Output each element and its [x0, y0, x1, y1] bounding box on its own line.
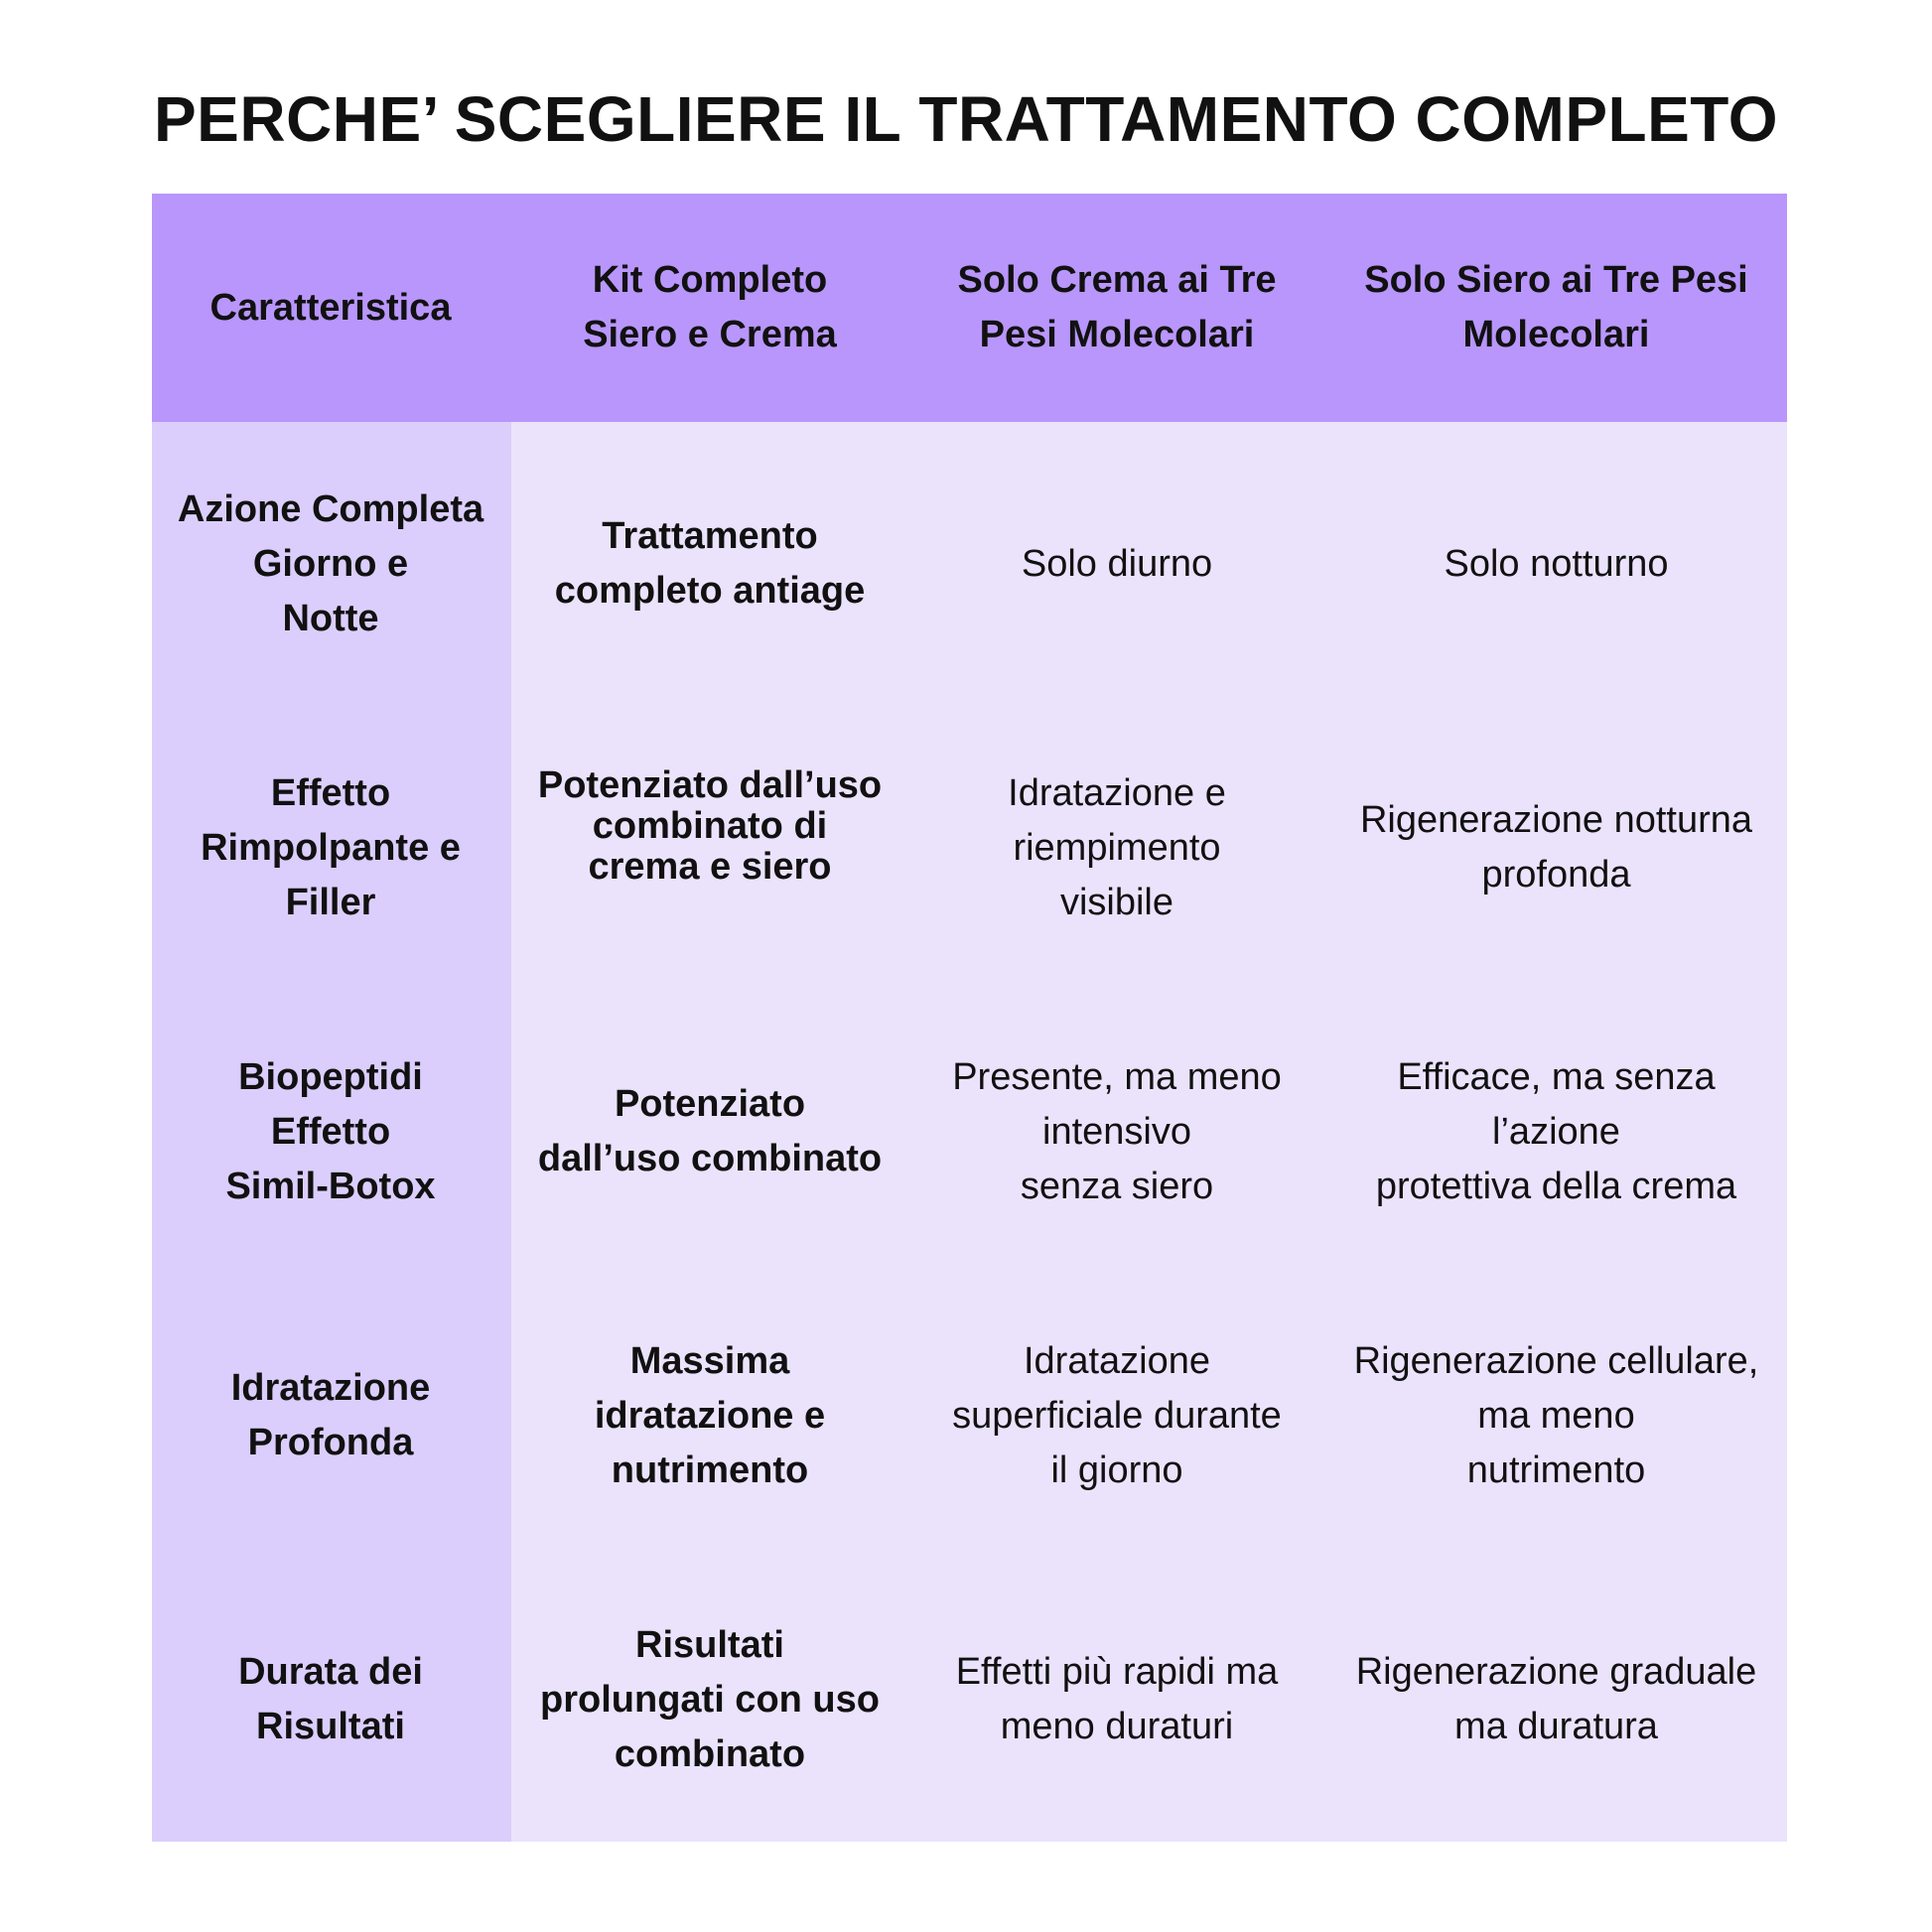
cell-line: intensivo [1042, 1110, 1191, 1153]
cell-line: Biopeptidi [238, 1055, 423, 1098]
row-3-siero [1325, 990, 1787, 1274]
cell-line: idratazione e [594, 1394, 826, 1437]
cell-line: Idratazione [230, 1367, 431, 1409]
cell-line: Giorno e [252, 542, 409, 585]
row-1-feature [162, 422, 499, 706]
cell-line: nutrimento [1466, 1449, 1646, 1491]
row-2-feature [162, 706, 499, 990]
header-kit-completo [511, 194, 908, 422]
cell-line: Efficace, ma senza [1397, 1055, 1716, 1098]
cell-line: Effetto [270, 771, 391, 814]
header-line: Solo Siero ai Tre Pesi [1364, 259, 1748, 301]
cell-line: Profonda [247, 1422, 414, 1463]
row-2-crema [908, 706, 1325, 990]
cell-line: Risultati [635, 1623, 784, 1666]
comparison-table [152, 194, 1787, 1842]
header-line: Molecolari [1462, 314, 1650, 355]
cell-line: crema e siero [588, 846, 832, 888]
cell-line: Risultati [256, 1706, 405, 1747]
cell-line: Massima [629, 1339, 790, 1382]
cell-line: visibile [1059, 881, 1174, 923]
header-solo-siero [1325, 194, 1787, 422]
cell-line: Filler [285, 881, 376, 923]
cell-line: completo antiage [554, 570, 866, 612]
row-4-siero [1325, 1274, 1787, 1558]
page-title: PERCHE’ SCEGLIERE IL TRATTAMENTO COMPLETO [153, 83, 1779, 155]
cell-line: ma meno [1477, 1394, 1635, 1437]
cell-line: nutrimento [611, 1449, 809, 1491]
cell-line: senza siero [1020, 1165, 1214, 1207]
header-line: Solo Crema ai Tre [957, 259, 1277, 301]
row-5-kit [511, 1558, 908, 1842]
cell-line: prolungati con uso [540, 1678, 880, 1721]
row-1-crema [908, 422, 1325, 706]
header-solo-crema [908, 194, 1325, 422]
cell-line: l’azione [1492, 1110, 1620, 1153]
row-2-siero [1325, 706, 1787, 990]
cell-line: Simil-Botox [225, 1165, 436, 1207]
cell-line: combinato [614, 1732, 806, 1775]
cell-line: Effetto [270, 1110, 391, 1153]
row-1-kit [511, 422, 908, 706]
header-line: Caratteristica [209, 286, 452, 329]
cell-line: Effetti più rapidi ma [955, 1651, 1279, 1693]
cell-line: Rigenerazione cellulare, [1353, 1339, 1759, 1382]
cell-line: protettiva della crema [1375, 1165, 1737, 1207]
cell-line: combinato di [592, 805, 828, 847]
row-5-feature [162, 1558, 499, 1842]
row-5-crema [908, 1558, 1325, 1842]
header-line: Siero e Crema [583, 314, 837, 355]
cell-line: il giorno [1050, 1449, 1183, 1491]
header-caratteristica [162, 194, 499, 422]
row-3-kit [511, 990, 908, 1274]
header-line: Pesi Molecolari [979, 314, 1255, 355]
cell-line: Notte [282, 597, 379, 639]
cell-line: Potenziato [614, 1083, 806, 1125]
cell-line: dall’uso combinato [537, 1138, 883, 1179]
cell-line: superficiale durante [952, 1394, 1282, 1437]
cell-line: Durata dei [238, 1651, 423, 1693]
row-3-crema [908, 990, 1325, 1274]
cell-line: Rigenerazione notturna [1359, 799, 1753, 841]
cell-line: profonda [1481, 854, 1631, 896]
cell-line: Idratazione [1023, 1339, 1210, 1382]
cell-line: Solo notturno [1444, 542, 1669, 585]
cell-line: Presente, ma meno [952, 1055, 1282, 1098]
row-4-feature [162, 1274, 499, 1558]
cell-line: Rigenerazione graduale [1355, 1651, 1757, 1693]
cell-line: riempimento [1013, 826, 1221, 869]
cell-line: Rimpolpante e [201, 826, 461, 869]
header-line: Kit Completo [592, 259, 828, 301]
cell-line: meno duraturi [1000, 1706, 1234, 1747]
cell-line: Idratazione e [1008, 771, 1226, 814]
cell-line: Solo diurno [1021, 542, 1213, 585]
row-5-siero [1325, 1558, 1787, 1842]
row-2-kit [511, 706, 908, 990]
cell-line: ma duratura [1454, 1706, 1658, 1747]
cell-line: Potenziato dall’uso [537, 764, 883, 806]
row-4-crema [908, 1274, 1325, 1558]
cell-line: Azione Completa [177, 487, 484, 530]
cell-line: Trattamento [602, 515, 818, 557]
row-3-feature [162, 990, 499, 1274]
row-4-kit [511, 1274, 908, 1558]
row-1-siero [1325, 422, 1787, 706]
